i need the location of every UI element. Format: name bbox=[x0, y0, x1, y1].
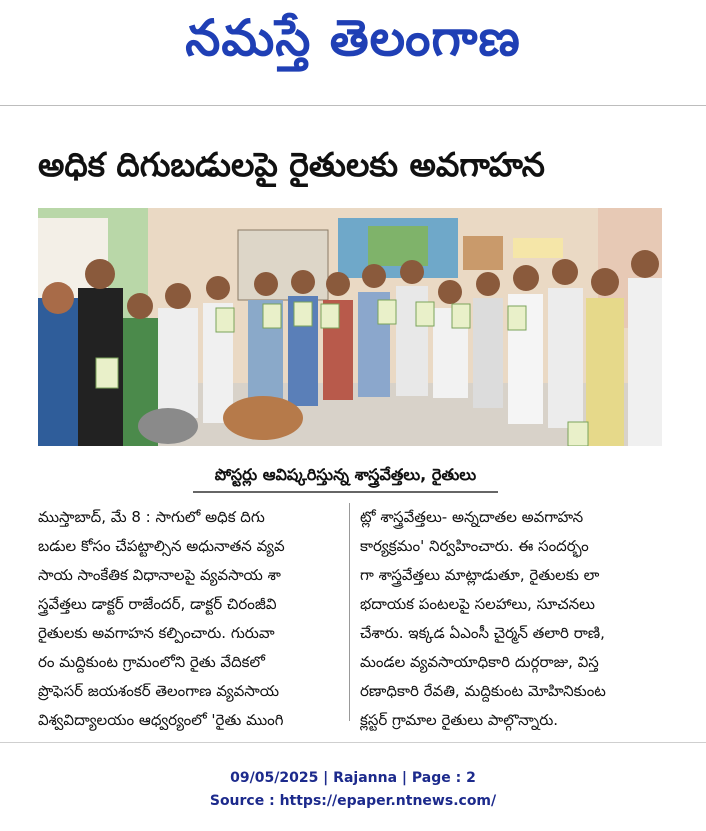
photo-caption: పోస్టర్లు ఆవిష్కరిస్తున్న శాస్త్రవేత్తలు, రైతులు bbox=[193, 463, 498, 493]
body-line: సాయ సాంకేతిక విధానాలపై వ్యవసాయ శా bbox=[38, 566, 281, 584]
body-line: స్త్రవేత్తలు డాక్టర్ రాజేందర్, డాక్టర్ చిరంజీవి bbox=[38, 595, 277, 613]
body-line: గా శాస్త్రవేత్తలు మాట్లాడుతూ, రైతులకు లా bbox=[360, 566, 600, 584]
body-line: కార్యక్రమం' నిర్వహించారు. ఈ సందర్భం bbox=[360, 537, 589, 555]
article-body-left-column bbox=[38, 503, 348, 735]
body-line: మండల వ్యవసాయాధికారి దుర్గరాజు, విస్త bbox=[360, 653, 599, 671]
column-divider bbox=[349, 503, 350, 721]
body-line: ట్లో శాస్త్రవేత్తలు- అన్నదాతల అవగాహన bbox=[360, 508, 584, 526]
article-body-right-column bbox=[360, 503, 670, 735]
body-line: రం మద్దికుంట గ్రామంలోని రైతు వేదికలో bbox=[38, 653, 265, 671]
body-line: ప్రొఫెసర్ జయశంకర్ తెలంగాణ వ్యవసాయ bbox=[38, 682, 280, 700]
body-line: విశ్వవిద్యాలయం ఆధ్వర్యంలో 'రైతు ముంగి bbox=[38, 711, 284, 729]
body-line: భదాయక పంటలపై సలహాలు, సూచనలు bbox=[360, 595, 595, 613]
footer-date-edition: 09/05/2025 | Rajanna | Page : 2 bbox=[230, 770, 476, 786]
body-line: క్లస్టర్ గ్రామాల రైతులు పాల్గొన్నారు. bbox=[360, 711, 559, 729]
body-line: బడుల కోసం చేపట్టాల్సిన అధునాతన వ్యవ bbox=[38, 537, 285, 555]
masthead-title: నమస్తే తెలంగాణ bbox=[185, 9, 521, 67]
body-line: చేశారు. ఇక్కడ ఏఎంసీ చైర్మన్ తలారి రాణి, bbox=[360, 624, 605, 642]
body-line: రైతులకు అవగాహన కల్పించారు. గురువా bbox=[38, 624, 275, 642]
masthead-divider bbox=[0, 105, 706, 106]
body-line: ముస్తాబాద్, మే 8 : సాగులో అధిక దిగు bbox=[38, 508, 265, 526]
article-headline: అధిక దిగుబడులపై రైతులకు అవగాహన bbox=[38, 145, 545, 184]
newspaper-masthead bbox=[0, 0, 706, 76]
body-line: రణాధికారి రేవతి, మద్దికుంట మోహినికుంట bbox=[360, 682, 606, 700]
article-photo bbox=[38, 208, 662, 446]
footer-source-link[interactable]: Source : https://epaper.ntnews.com/ bbox=[209, 793, 497, 809]
footer-divider bbox=[0, 742, 706, 743]
